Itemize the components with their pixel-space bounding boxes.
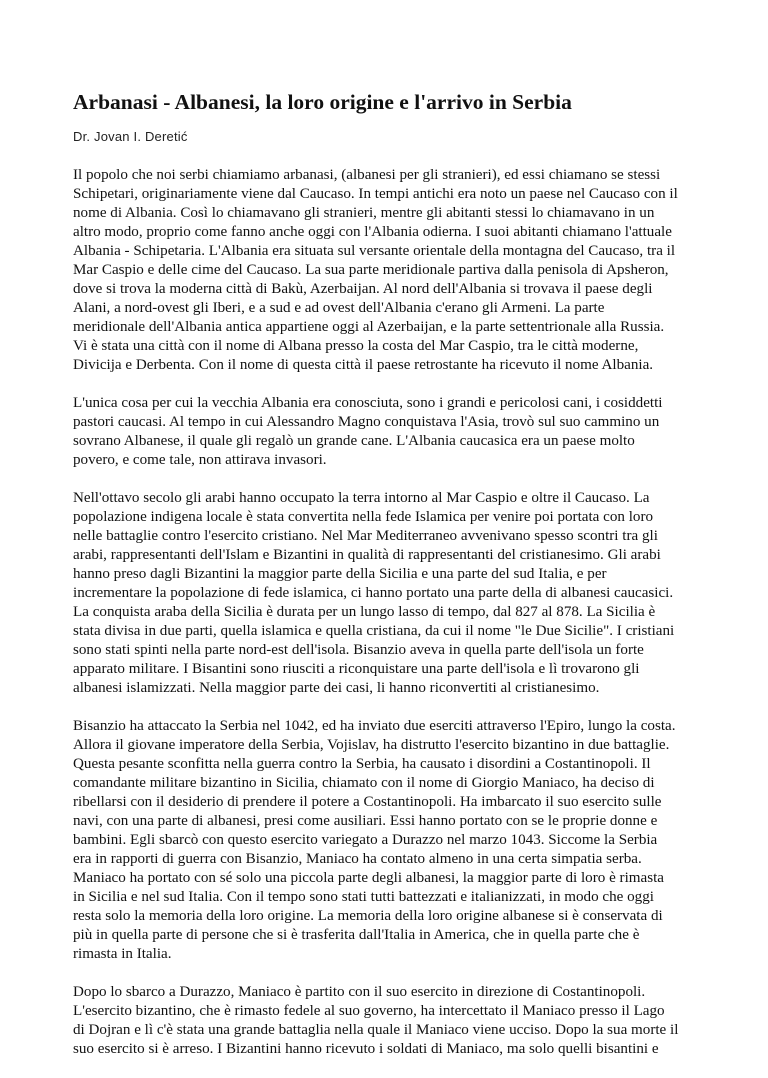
- text-line: meridionale dell'Albania antica appartiene oggi al Azerbaijan, e la parte settentrionale alla Russia.: [73, 319, 665, 335]
- document-body: [73, 166, 709, 1059]
- text-line: sono stati spinti nella parte nord-est dell'isola. Bisanzio aveva in quella parte dell'isola un forte: [73, 642, 644, 658]
- paragraph: [73, 394, 709, 470]
- text-line: resta solo la memoria della loro origine. La memoria della loro origine albanese si è conservata di: [73, 908, 663, 924]
- text-line: albanesi islamizzati. Nella maggior parte dei casi, li hanno riconvertiti al cristianesimo.: [73, 680, 600, 696]
- text-line: Schipetari, originariamente viene dal Caucaso. In tempi antichi era noto un paese nel Caucaso con il: [73, 186, 678, 202]
- text-line: sovrano Albanese, il quale gli regalò un grande cane. L'Albania caucasica era un paese molto: [73, 433, 635, 449]
- text-line: nome di Albania. Così lo chiamavano gli stranieri, mentre gli abitanti stessi lo chiamavano in un: [73, 205, 655, 221]
- text-line: Il popolo che noi serbi chiamiamo arbanasi, (albanesi per gli stranieri), ed essi chiamano se stessi: [73, 167, 661, 183]
- paragraph: [73, 166, 709, 375]
- text-line: più in quella parte di persone che si è trasferita dall'Italia in America, che in quella parte che è: [73, 927, 640, 943]
- text-line: suo esercito si è arreso. I Bizantini hanno ricevuto i soldati di Maniaco, ma solo quelli bisantini e: [73, 1041, 659, 1057]
- text-line: Nell'ottavo secolo gli arabi hanno occupato la terra intorno al Mar Caspio e oltre il Caucaso. La: [73, 490, 650, 506]
- text-line: bambini. Egli sbarcò con questo esercito variegato a Durazzo nel marzo 1043. Siccome la Serbia: [73, 832, 658, 848]
- text-line: in Sicilia e nel sud Italia. Con il tempo sono stati tutti battezzati e italianizzati, in modo che oggi: [73, 889, 654, 905]
- paragraph: [73, 717, 709, 964]
- text-line: arabi, rappresentanti dell'Islam e Bizantini in qualità di rappresentanti del cristianesimo. Gli arabi: [73, 547, 661, 563]
- text-line: navi, con una parte di albanesi, presi come ausiliari. Essi hanno portato con se le proprie donne e: [73, 813, 658, 829]
- text-line: apparato militare. I Bisantini sono riusciti a riconquistare una parte dell'isola e lì trovarono gli: [73, 661, 640, 677]
- text-line: nelle battaglie contro l'esercito cristiano. Nel Mar Mediterraneo avvenivano spesso scontri tra gli: [73, 528, 658, 544]
- paragraph: [73, 983, 709, 1059]
- text-line: Vi è stata una città con il nome di Albana presso la costa del Mar Caspio, tra le città moderne,: [73, 338, 639, 354]
- text-line: Alani, a nord-ovest gli Iberi, e a sud e ad ovest dell'Albania c'erano gli Armeni. La parte: [73, 300, 605, 316]
- text-line: L'esercito bizantino, che è rimasto fedele al suo governo, ha intercettato il Maniaco presso il Lago: [73, 1003, 665, 1019]
- text-line: Questa pesante sconfitta nella guerra contro la Serbia, ha causato i disordini a Costantinopoli. Il: [73, 756, 651, 772]
- text-line: Dopo lo sbarco a Durazzo, Maniaco è partito con il suo esercito in direzione di Costantinopoli.: [73, 984, 646, 1000]
- text-line: L'unica cosa per cui la vecchia Albania era conosciuta, sono i grandi e pericolosi cani, i cosiddetti: [73, 395, 663, 411]
- text-line: incrementare la popolazione di fede islamica, ci hanno portato una parte della di albanesi caucasici.: [73, 585, 674, 601]
- text-line: hanno preso dagli Bizantini la maggior parte della Sicilia e una parte del sud Italia, e per: [73, 566, 607, 582]
- text-line: stata divisa in due parti, quella islamica e quella cristiana, da cui il nome "le Due Sicilie". I cristiani: [73, 623, 675, 639]
- text-line: povero, e come tale, non attirava invasori.: [73, 452, 327, 468]
- document-author: Dr. Jovan I. Deretić: [73, 129, 188, 144]
- text-line: popolazione indigena locale è stata convertita nella fede Islamica per venire poi portata con loro: [73, 509, 654, 525]
- text-line: di Dojran e lì c'è stata una grande battaglia nella quale il Maniaco viene ucciso. Dopo la sua morte il: [73, 1022, 679, 1038]
- text-line: rimasta in Italia.: [73, 946, 172, 962]
- text-line: altro modo, proprio come fanno anche oggi con l'Albania odierna. I suoi abitanti chiamano l'attuale: [73, 224, 672, 240]
- text-line: ribellarsi con il desiderio di prendere il potere a Costantinopoli. Ha imbarcato il suo esercito sulle: [73, 794, 662, 810]
- document-page: [73, 89, 709, 1078]
- text-line: Allora il giovane imperatore della Serbia, Vojislav, ha distrutto l'esercito bizantino in due battaglie.: [73, 737, 670, 753]
- text-line: comandante militare bizantino in Sicilia, chiamato con il nome di Giorgio Maniaco, ha deciso di: [73, 775, 655, 791]
- text-line: Albania - Schipetaria. L'Albania era situata sul versante orientale della montagna del Caucaso, tra il: [73, 243, 676, 259]
- text-line: La conquista araba della Sicilia è durata per un lungo lasso di tempo, dal 827 al 878. La Sicilia è: [73, 604, 656, 620]
- text-line: pastori caucasi. Al tempo in cui Alessandro Magno conquistava l'Asia, trovò sul suo cammino un: [73, 414, 660, 430]
- text-line: era in rapporti di guerra con Bisanzio, Maniaco ha contato almeno in una certa simpatia serba.: [73, 851, 642, 867]
- text-line: Divicija e Derbenta. Con il nome di questa città il paese retrostante ha ricevuto il nome Albania.: [73, 357, 654, 373]
- text-line: Maniaco ha portato con sé solo una piccola parte degli albanesi, la maggior parte di loro è rimasta: [73, 870, 664, 886]
- paragraph: [73, 489, 709, 698]
- text-line: dove si trova la moderna città di Bakù, Azerbaijan. Al nord dell'Albania si trovava il paese degli: [73, 281, 653, 297]
- document-title: Arbanasi - Albanesi, la loro origine e l'arrivo in Serbia: [73, 90, 572, 114]
- text-line: Bisanzio ha attaccato la Serbia nel 1042, ed ha inviato due eserciti attraverso l'Epiro, lungo la costa.: [73, 718, 676, 734]
- text-line: Mar Caspio e delle cime del Caucaso. La sua parte meridionale partiva dalla penisola di Apsheron,: [73, 262, 669, 278]
